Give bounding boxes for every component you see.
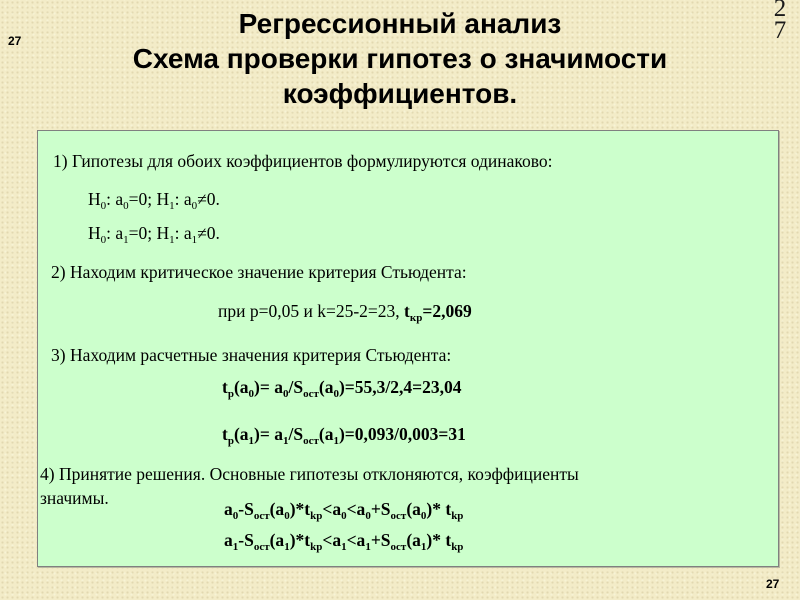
hypothesis-a1: $H_0$: $a_1=0$; $H_1$: $a_1\ne 0$. [88,223,220,246]
step3-text: 3) Находим расчетные значения критерия Стьюдента: [51,345,452,365]
formula-tp-a1: $t_p(a_1)= a_1/S_{ост}(a_1)=0,093/0,003=31$ [222,424,466,447]
formula-tp-a0-value: =55,3/2,4=23,04 [344,377,462,397]
corner-digit-2: 7 [773,17,787,44]
title-line-1: Регрессионный анализ [238,8,562,39]
step1-text: 1) Гипотезы для обоих коэффициентов формулируются одинаково: [53,151,553,171]
critical-value-number: =2,069 [422,301,472,321]
title-line-3: коэффициентов. [282,78,518,109]
critical-value-condition: при p=0,05 и k=25-2=23, [218,301,405,321]
critical-value-line [218,301,472,324]
content-panel [37,130,779,567]
step4-line1: 4) Принятие решения. Основные гипотезы отклоняются, коэффициенты [40,464,579,484]
critical-value: $t_{кр}=2,069$ [404,301,472,324]
interval-a1: $a_1-S_{ост}(a_1)*t_{kp}<a_1<a_1+S_{ост}(a_1)*$ $t_{kp}$ [224,530,464,553]
corner-digit-1: 2 [773,0,787,22]
slide-number-top: 27 [8,34,22,48]
hypothesis-a0: $H_0$: $a_0=0$; $H_1$: $a_0\ne 0$. [88,189,220,212]
formula-tp-a0: $t_p(a_0)= a_0/S_{ост}(a_0)=55,3/2,4=23,04$ [222,377,462,400]
formula-tp-a1-value: =0,093/0,003=31 [344,424,466,444]
interval-a0: $a_0-S_{ост}(a_0)*t_{kp}<a_0<a_0+S_{ост}(a_0)*$ $t_{kp}$ [224,499,464,522]
step4-line2: значимы. [40,488,109,508]
corner-slide-number [768,0,792,42]
slide-number-bottom: 27 [766,577,780,591]
step2-text: 2) Находим критическое значение критерия Стьюдента: [51,262,467,282]
slide-title [60,6,740,111]
title-line-2: Схема проверки гипотез о значимости [132,43,668,74]
